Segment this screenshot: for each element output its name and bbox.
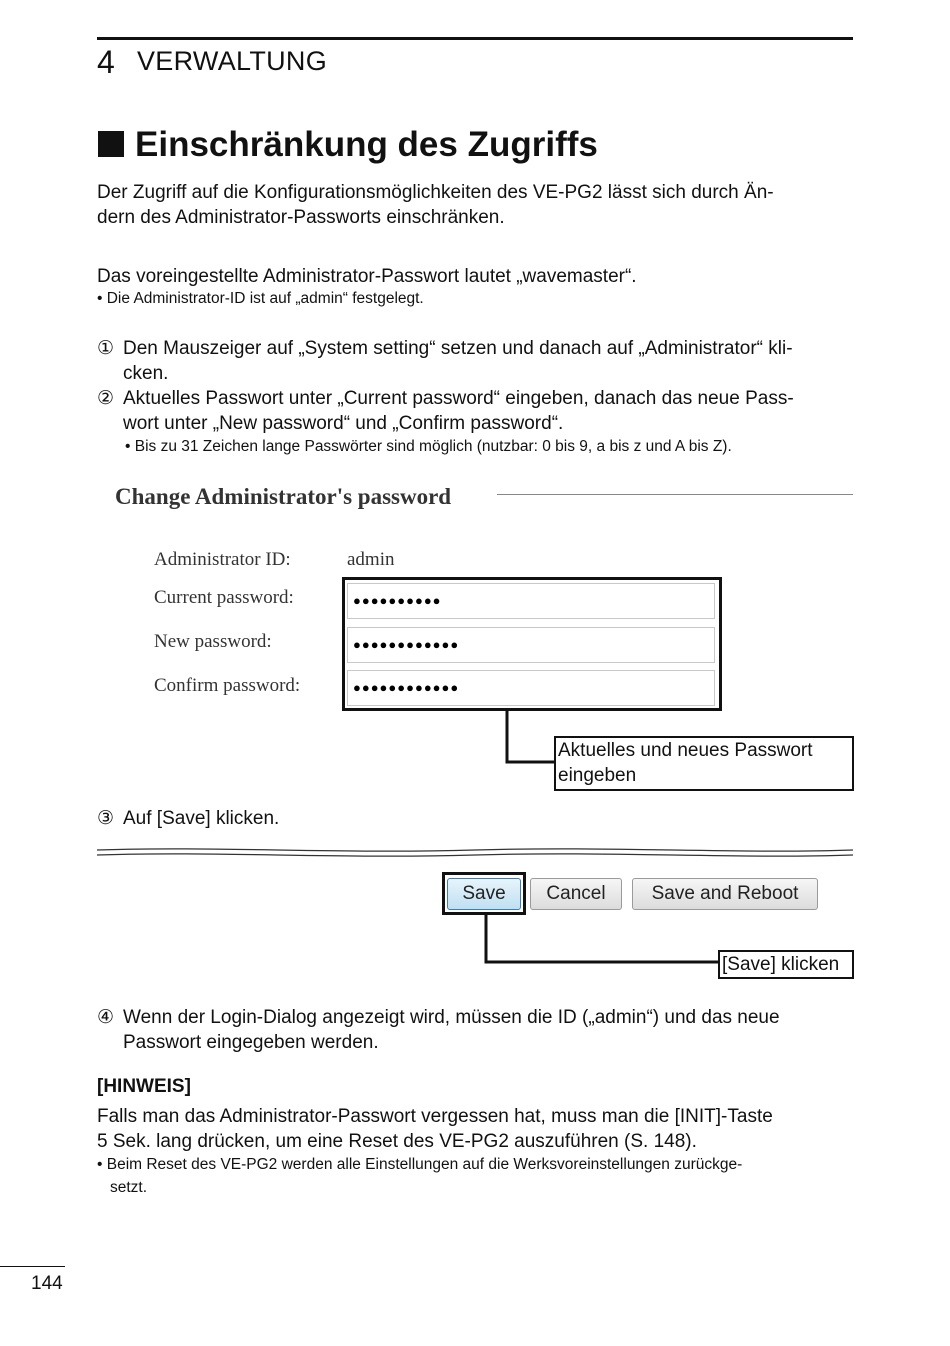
step-4-number: ④ [97,1007,115,1028]
note-heading: [HINWEIS] [97,1076,191,1097]
step-1-number: ① [97,338,115,359]
screenshot-heading-line [497,494,853,495]
step-2-line-1: Aktuelles Passwort unter „Current password“ eingeben, danach das neue Pass- [123,388,794,409]
confirm-password-input[interactable]: ●●●●●●●●●●●● [347,670,715,706]
header-rule [97,37,853,40]
new-password-input[interactable]: ●●●●●●●●●●●● [347,627,715,663]
step-4-line-2: Passwort eingegeben werden. [123,1032,379,1053]
save-button-highlight [442,872,526,915]
password-callout-line-1: Aktuelles und neues Passwort [558,740,813,761]
step-3-text: Auf [Save] klicken. [123,808,280,829]
step-3-number: ③ [97,808,115,829]
step-1-line-1: Den Mauszeiger auf „System setting“ setzen und danach auf „Administrator“ kli- [123,338,793,359]
step-2-bullet: • Bis zu 31 Zeichen lange Passwörter sind möglich (nutzbar: 0 bis 9, a bis z und A bis Z). [125,438,732,455]
page-number: 144 [31,1273,63,1294]
note-line-2: 5 Sek. lang drücken, um eine Reset des VE-PG2 auszuführen (S. 148). [97,1131,697,1152]
cancel-button[interactable]: Cancel [530,878,622,910]
new-password-label: New password: [154,631,272,652]
screenshot-heading: Change Administrator's password [115,484,452,509]
step-2-line-2: wort unter „New password“ und „Confirm password“. [123,413,564,434]
step-2-number: ② [97,388,115,409]
note-bullet-line-1: • Beim Reset des VE-PG2 werden alle Einstellungen auf die Werksvoreinstellungen zurückge- [97,1156,743,1173]
intro-line-2: dern des Administrator-Passworts einschränken. [97,207,505,228]
step-1-line-2: cken. [123,363,169,384]
save-button[interactable]: Save [447,878,521,910]
section-square-icon [98,131,124,157]
section-title: Einschränkung des Zugriffs [135,125,598,164]
save-callout: [Save] klicken [718,950,854,979]
page-number-rule [0,1266,65,1267]
admin-id-label: Administrator ID: [154,549,291,570]
chapter-number: 4 [97,44,115,80]
screenshot-cut-lines [97,845,853,865]
save-callout-leader-line [480,912,725,968]
default-id-bullet: • Die Administrator-ID ist auf „admin“ festgelegt. [97,290,424,307]
intro-line-1: Der Zugriff auf die Konfigurationsmöglichkeiten des VE-PG2 lässt sich durch Än- [97,182,774,203]
save-and-reboot-button[interactable]: Save and Reboot [632,878,818,910]
password-fields-highlight [342,577,722,711]
callout-leader-line [500,708,560,768]
admin-id-value: admin [347,549,395,570]
current-password-input[interactable]: ●●●●●●●●●● [347,583,715,619]
confirm-password-label: Confirm password: [154,675,301,696]
default-password-line: Das voreingestellte Administrator-Passwort lautet „wavemaster“. [97,266,637,287]
chapter-title: VERWALTUNG [137,46,328,76]
note-bullet-line-2: setzt. [110,1179,148,1196]
password-callout [554,736,854,791]
step-4-line-1: Wenn der Login-Dialog angezeigt wird, müssen die ID („admin“) und das neue [123,1007,780,1028]
note-line-1: Falls man das Administrator-Passwort vergessen hat, muss man die [INIT]-Taste [97,1106,773,1127]
password-callout-line-2: eingeben [558,765,637,786]
current-password-label: Current password: [154,587,294,608]
